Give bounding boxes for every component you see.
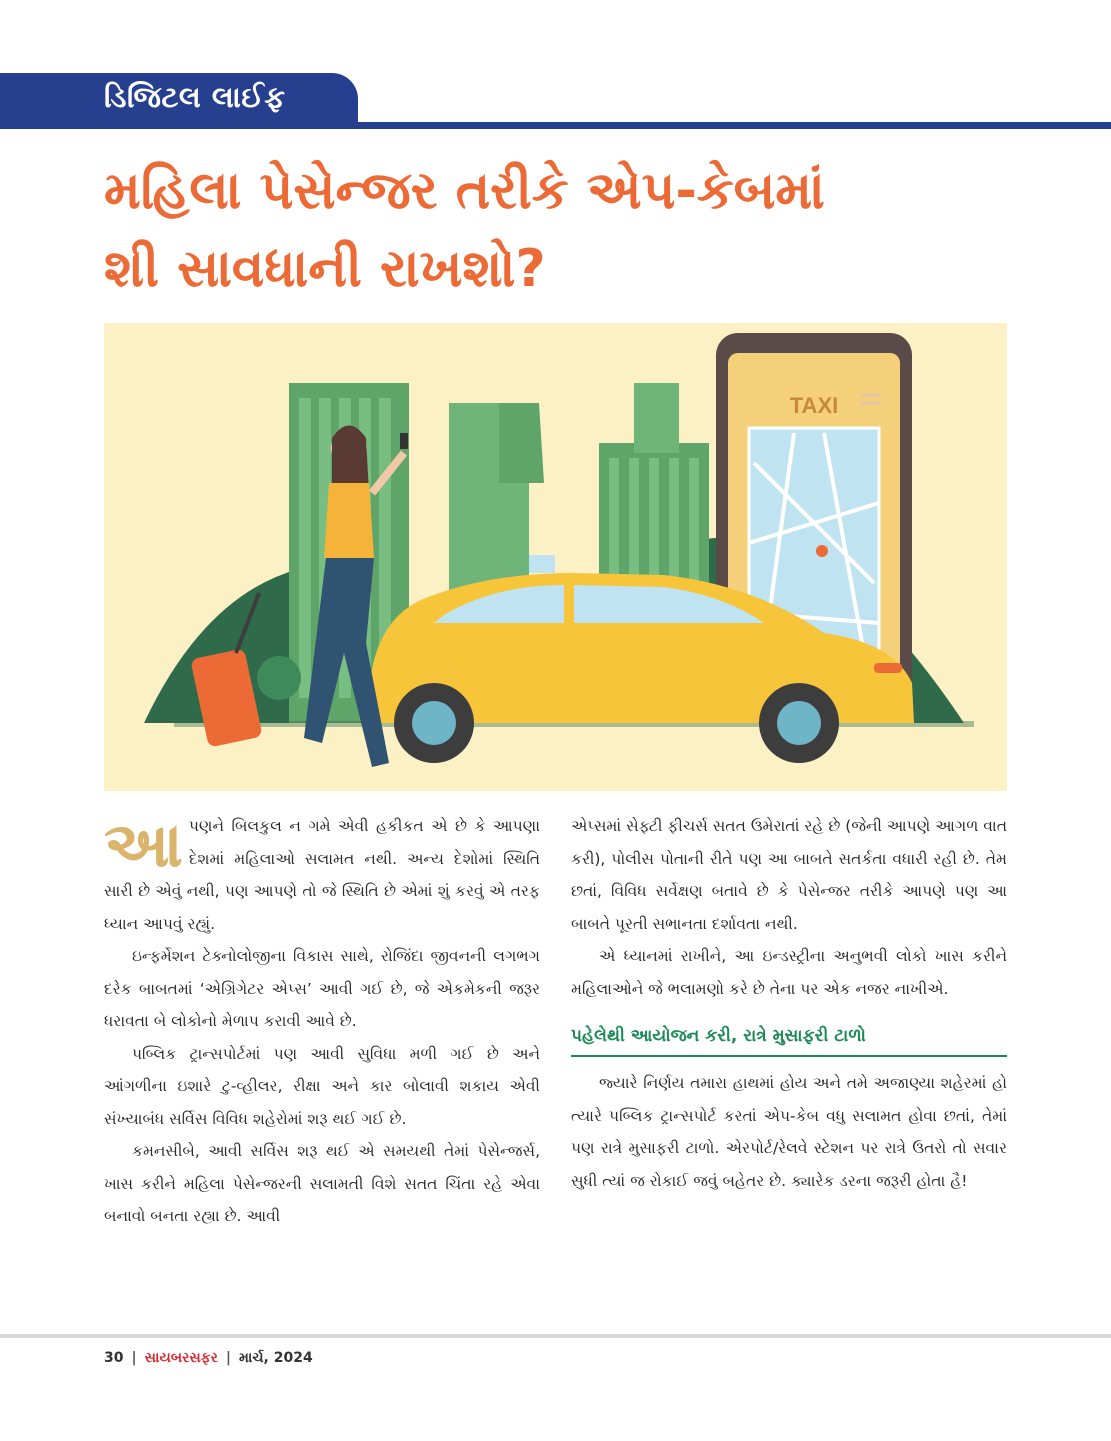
paragraph-4: કમનસીબે, આવી સર્વિસ શરૂ થઈ એ સમયથી તેમાં પેસેન્જર્સ, ખાસ કરીને મહિલા પેસેન્જરની સલામતી વિશે સતત ચિંતા રહે એવા બનાવો બનતા રહ્યા છે. આવી: [104, 1142, 540, 1225]
subheading: પહેલેથી આયોજન કરી, રાત્રે મુસાફરી ટાળો: [571, 1023, 1007, 1057]
dropcap: આ: [104, 808, 183, 881]
paragraph-7: જ્યારે નિર્ણય તમારા હાથમાં હોય અને તમે અજાણ્યા શહેરમાં હો ત્યારે પબ્લિક ટ્રાન્સપોર્ટ કરતાં એપ-કેબ વધુ સલામત હોવા છતાં, તેમાં પણ રાત્રે મુસાફરી ટાળો. એરપોર્ટ/રેલવે સ્ટેશન પર રાત્રે ઉતરો તો સવાર સુધી ત્યાં જ રોકાઈ જવું બહેતર છે. ક્યારેક ડરના જરૂરી હોતા હૈ!: [571, 1074, 1007, 1190]
footer-separator-2: |: [225, 1350, 232, 1366]
footer-separator: |: [131, 1350, 137, 1366]
issue-date: માર્ચ, 2024: [239, 1350, 313, 1366]
paragraph-3: પબ્લિક ટ્રાન્સપોર્ટમાં પણ આવી સુવિધા મળી ગઈ છે અને આંગળીના ઇશારે ટુ-વ્હીલર, રીક્ષા અને કાર બોલાવી શકાય એવી સંખ્યાબંધ સર્વિસ વિવિધ શહેરોમાં શરૂ થઈ ગઈ છે.: [104, 1044, 540, 1128]
paragraph-6: એ ધ્યાનમાં રાખીને, આ ઇન્ડસ્ટ્રીના અનુભવી લોકો ખાસ કરીને મહિલાઓને જે ભલામણો કરે છે તેના પર એક નજર નાખીએ.: [571, 947, 1007, 998]
page-number: 30: [104, 1350, 124, 1366]
paragraph-5: એપ્સમાં સેફ્ટી ફીચર્સ સતત ઉમેરાતાં રહે છે (જેની આપણે આગળ વાત કરી), પોલીસ પોતાની રીતે પણ આ બાબતે સતર્કતા વધારી રહી છે. તેમ છતાં, વિવિધ સર્વેક્ષણ બતાવે છે કે પેસેન્જર તરીકે આપણે પણ આ બાબતે પૂરતી સભાનતા દર્શાવતા નથી.: [571, 817, 1007, 933]
header-rule: [0, 122, 1111, 129]
headline-line-1: મહિલા પેસેન્જર તરીકે એપ-કેબમાં: [104, 161, 825, 221]
taxi-illustration: [104, 323, 1007, 791]
section-label: ડિજિટલ લાઈફ: [104, 80, 286, 114]
footer-rule: [0, 1334, 1111, 1338]
taxi-illustration-svg: [104, 323, 1007, 791]
paragraph-1: આપણને બિલકુલ ન ગમે એવી હકીકત એ છે કે આપણા દેશમાં મહિલાઓ સલામત નથી. અન્ય દેશોમાં સ્થિતિ સારી છે એવું નથી, પણ આપણે તો જે સ્થિતિ છે એમાં શું કરવું એ તરફ ધ્યાન આપવું રહ્યું.: [104, 808, 540, 933]
magazine-name: સાયબરસફર: [144, 1350, 218, 1366]
headline-line-2: શી સાવધાની રાખશો?: [104, 239, 546, 299]
paragraph-2: ઇન્ફર્મેશન ટેક્નોલોજીના વિકાસ સાથે, રોજિંદા જીવનની લગભગ દરેક બાબતમાં ‘એગ્રિગેટર એપ્સ’ આવી ગઈ છે, જે એકમેકની જરૂર ધરાવતા બે લોકોનો મેળાપ કરાવી આવે છે.: [104, 947, 540, 1030]
headline: [104, 152, 1064, 308]
article-right-column: [571, 810, 1007, 1197]
article-left-column: [104, 810, 540, 1233]
footer: [104, 1350, 313, 1366]
phone-taxi-label: TAXI: [789, 393, 839, 418]
